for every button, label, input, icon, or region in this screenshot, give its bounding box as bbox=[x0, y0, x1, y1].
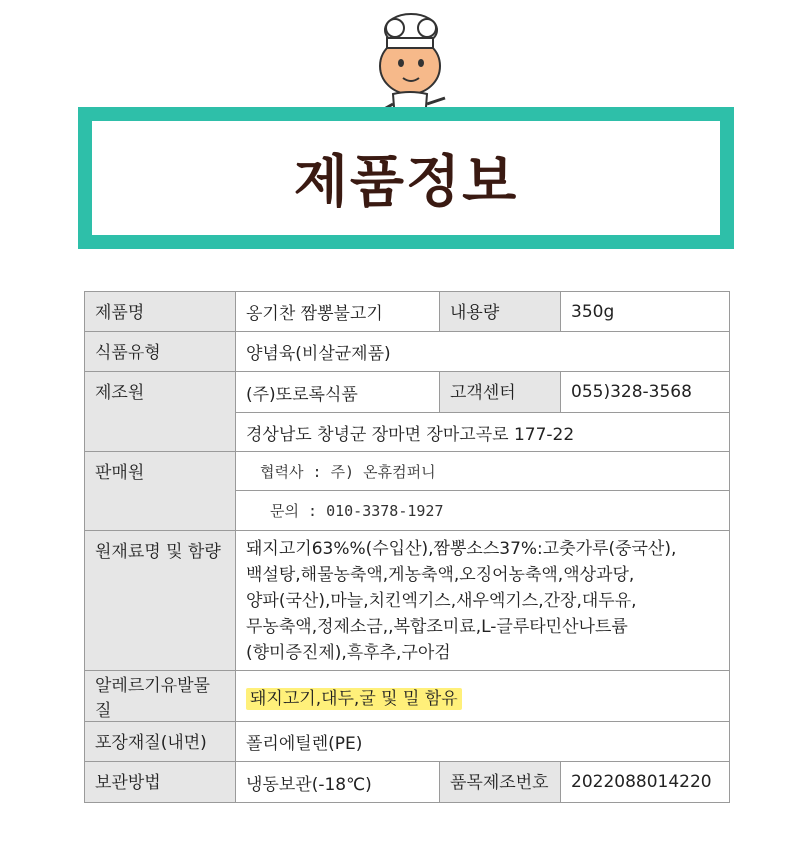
seller-partner-value: 협력사 : 주) 온휴컴퍼니 bbox=[236, 452, 730, 491]
ingredients-label: 원재료명 및 함량 bbox=[85, 531, 236, 671]
food-type-label: 식품유형 bbox=[85, 332, 236, 372]
packaging-label: 포장재질(내면) bbox=[85, 722, 236, 762]
row-allergen bbox=[85, 671, 730, 722]
report-no-value: 2022088014220 bbox=[561, 762, 730, 803]
row-product-name bbox=[85, 292, 730, 332]
row-food-type bbox=[85, 332, 730, 372]
allergen-cell bbox=[236, 671, 730, 722]
ingredients-line: 돼지고기63%%(수입산),짬뽕소스37%:고춧가루(중국산), bbox=[246, 538, 677, 559]
manufacturer-value: (주)또로록식품 bbox=[236, 372, 440, 413]
seller-contact-value: 문의 : 010-3378-1927 bbox=[236, 491, 730, 531]
report-no-label: 품목제조번호 bbox=[440, 762, 561, 803]
ingredients-value bbox=[236, 531, 730, 671]
title-banner-inner bbox=[92, 121, 720, 235]
manufacturer-label: 제조원 bbox=[85, 372, 236, 452]
volume-value: 350g bbox=[561, 292, 730, 332]
ingredients-line: (향미증진제),흑후추,구아검 bbox=[246, 642, 451, 663]
allergen-label: 알레르기유발물질 bbox=[85, 671, 236, 722]
storage-label: 보관방법 bbox=[85, 762, 236, 803]
allergen-highlight: 돼지고기,대두,굴 및 밀 함유 bbox=[246, 688, 462, 710]
customer-center-label: 고객센터 bbox=[440, 372, 561, 413]
customer-center-value: 055)328-3568 bbox=[561, 372, 730, 413]
row-manufacturer bbox=[85, 372, 730, 413]
volume-label: 내용량 bbox=[440, 292, 561, 332]
packaging-value: 폴리에틸렌(PE) bbox=[236, 722, 730, 762]
page-title: 제품정보 bbox=[293, 150, 519, 215]
product-info-table bbox=[84, 291, 730, 803]
manufacturer-address-value: 경상남도 창녕군 장마면 장마고곡로 177-22 bbox=[236, 413, 730, 452]
storage-value: 냉동보관(-18℃) bbox=[236, 762, 440, 803]
ingredients-line: 백설탕,해물농축액,게농축액,오징어농축액,액상과당, bbox=[246, 564, 635, 585]
ingredients-line: 양파(국산),마늘,치킨엑기스,새우엑기스,간장,대두유, bbox=[246, 590, 637, 611]
row-packaging bbox=[85, 722, 730, 762]
seller-label: 판매원 bbox=[85, 452, 236, 531]
row-ingredients bbox=[85, 531, 730, 671]
product-name-value: 옹기찬 짬뽕불고기 bbox=[236, 292, 440, 332]
title-banner bbox=[78, 107, 734, 249]
row-seller bbox=[85, 452, 730, 491]
ingredients-line: 무농축액,정제소금,,복합조미료,L-글루타민산나트륨 bbox=[246, 616, 628, 637]
row-storage bbox=[85, 762, 730, 803]
food-type-value: 양념육(비살균제품) bbox=[236, 332, 730, 372]
product-name-label: 제품명 bbox=[85, 292, 236, 332]
